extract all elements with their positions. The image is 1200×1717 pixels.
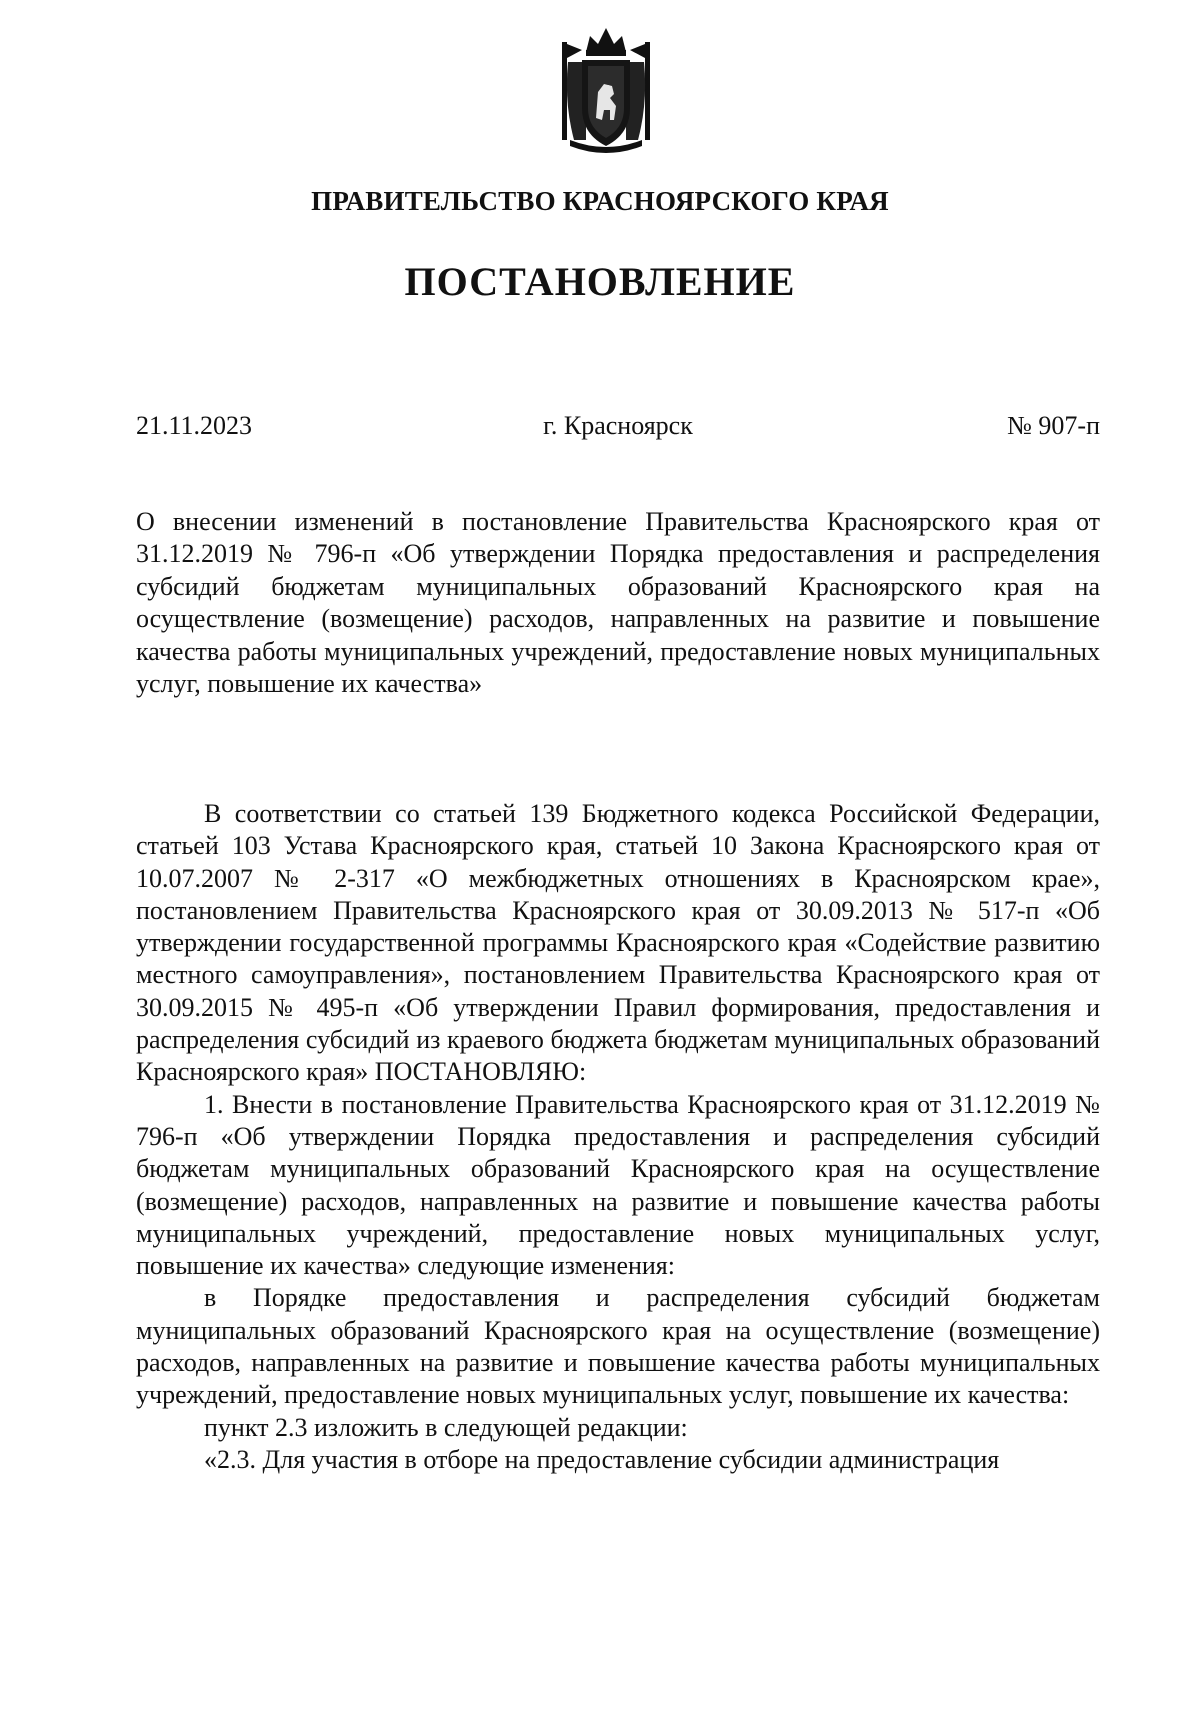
document-number: № 907-п xyxy=(1007,411,1100,440)
krasnoyarsk-coat-of-arms-icon xyxy=(556,22,656,154)
document-subject: О внесении изменений в постановление Правительства Красноярского края от 31.12.2019 № 796-п «Об утверждении Порядка предоставления и распределения субсидий бюджетам муниципальных образований Красноярского края на осуществление (возмещение) расходов, направленных на развитие и повышение качества работы муниципальных учреждений, предоставление новых муниципальных услуг, повышение их качества» xyxy=(136,507,1100,699)
document-meta-row xyxy=(136,410,1100,444)
body-paragraph-procedure: в Порядке предоставления и распределения субсидий бюджетам муниципальных образований Красноярского края на осуществление (возмещение) расходов, направленных на развитие и повышение качества работы муниципальных учреждений, предоставление новых муниципальных услуг, повышение их качества: xyxy=(136,1283,1100,1410)
document-date: 21.11.2023 xyxy=(136,411,253,440)
document-type-heading: ПОСТАНОВЛЕНИЕ xyxy=(404,259,796,304)
document-body xyxy=(136,798,1100,1476)
body-paragraph-clause-note: пункт 2.3 изложить в следующей редакции: xyxy=(204,1412,688,1442)
organization-title: ПРАВИТЕЛЬСТВО КРАСНОЯРСКОГО КРАЯ xyxy=(311,186,889,216)
body-paragraph-legal-basis: В соответствии со статьей 139 Бюджетного кодекса Российской Федерации, статьей 103 Устава Красноярского края, статьей 10 Закона Красноярского края от 10.07.2007 № 2-317 «О межбюджетных отношениях в Красноярском крае», постановлением Правительства Красноярского края от 30.09.2013 № 517-п «Об утверждении государственной программы Красноярского края «Содействие развитию местного самоуправления», постановлением Правительства Красноярского края от 30.09.2015 № 495-п «Об утверждении Правил формирования, предоставления и распределения субсидий из краевого бюджета бюджетам муниципальных образований Красноярского края» ПОСТАНОВЛЯЮ: xyxy=(136,799,1100,1087)
body-paragraph-clause-2-3: «2.3. Для участия в отборе на предоставление субсидии администрация xyxy=(204,1444,1000,1474)
document-city: г. Красноярск xyxy=(543,411,693,440)
body-paragraph-item-1: 1. Внести в постановление Правительства Красноярского края от 31.12.2019 № 796-п «Об утверждении Порядка предоставления и распределения субсидий бюджетам муниципальных образований Красноярского края на осуществление (возмещение) расходов, направленных на развитие и повышение качества работы муниципальных учреждений, предоставление новых муниципальных услуг, повышение их качества» следующие изменения: xyxy=(136,1089,1100,1281)
